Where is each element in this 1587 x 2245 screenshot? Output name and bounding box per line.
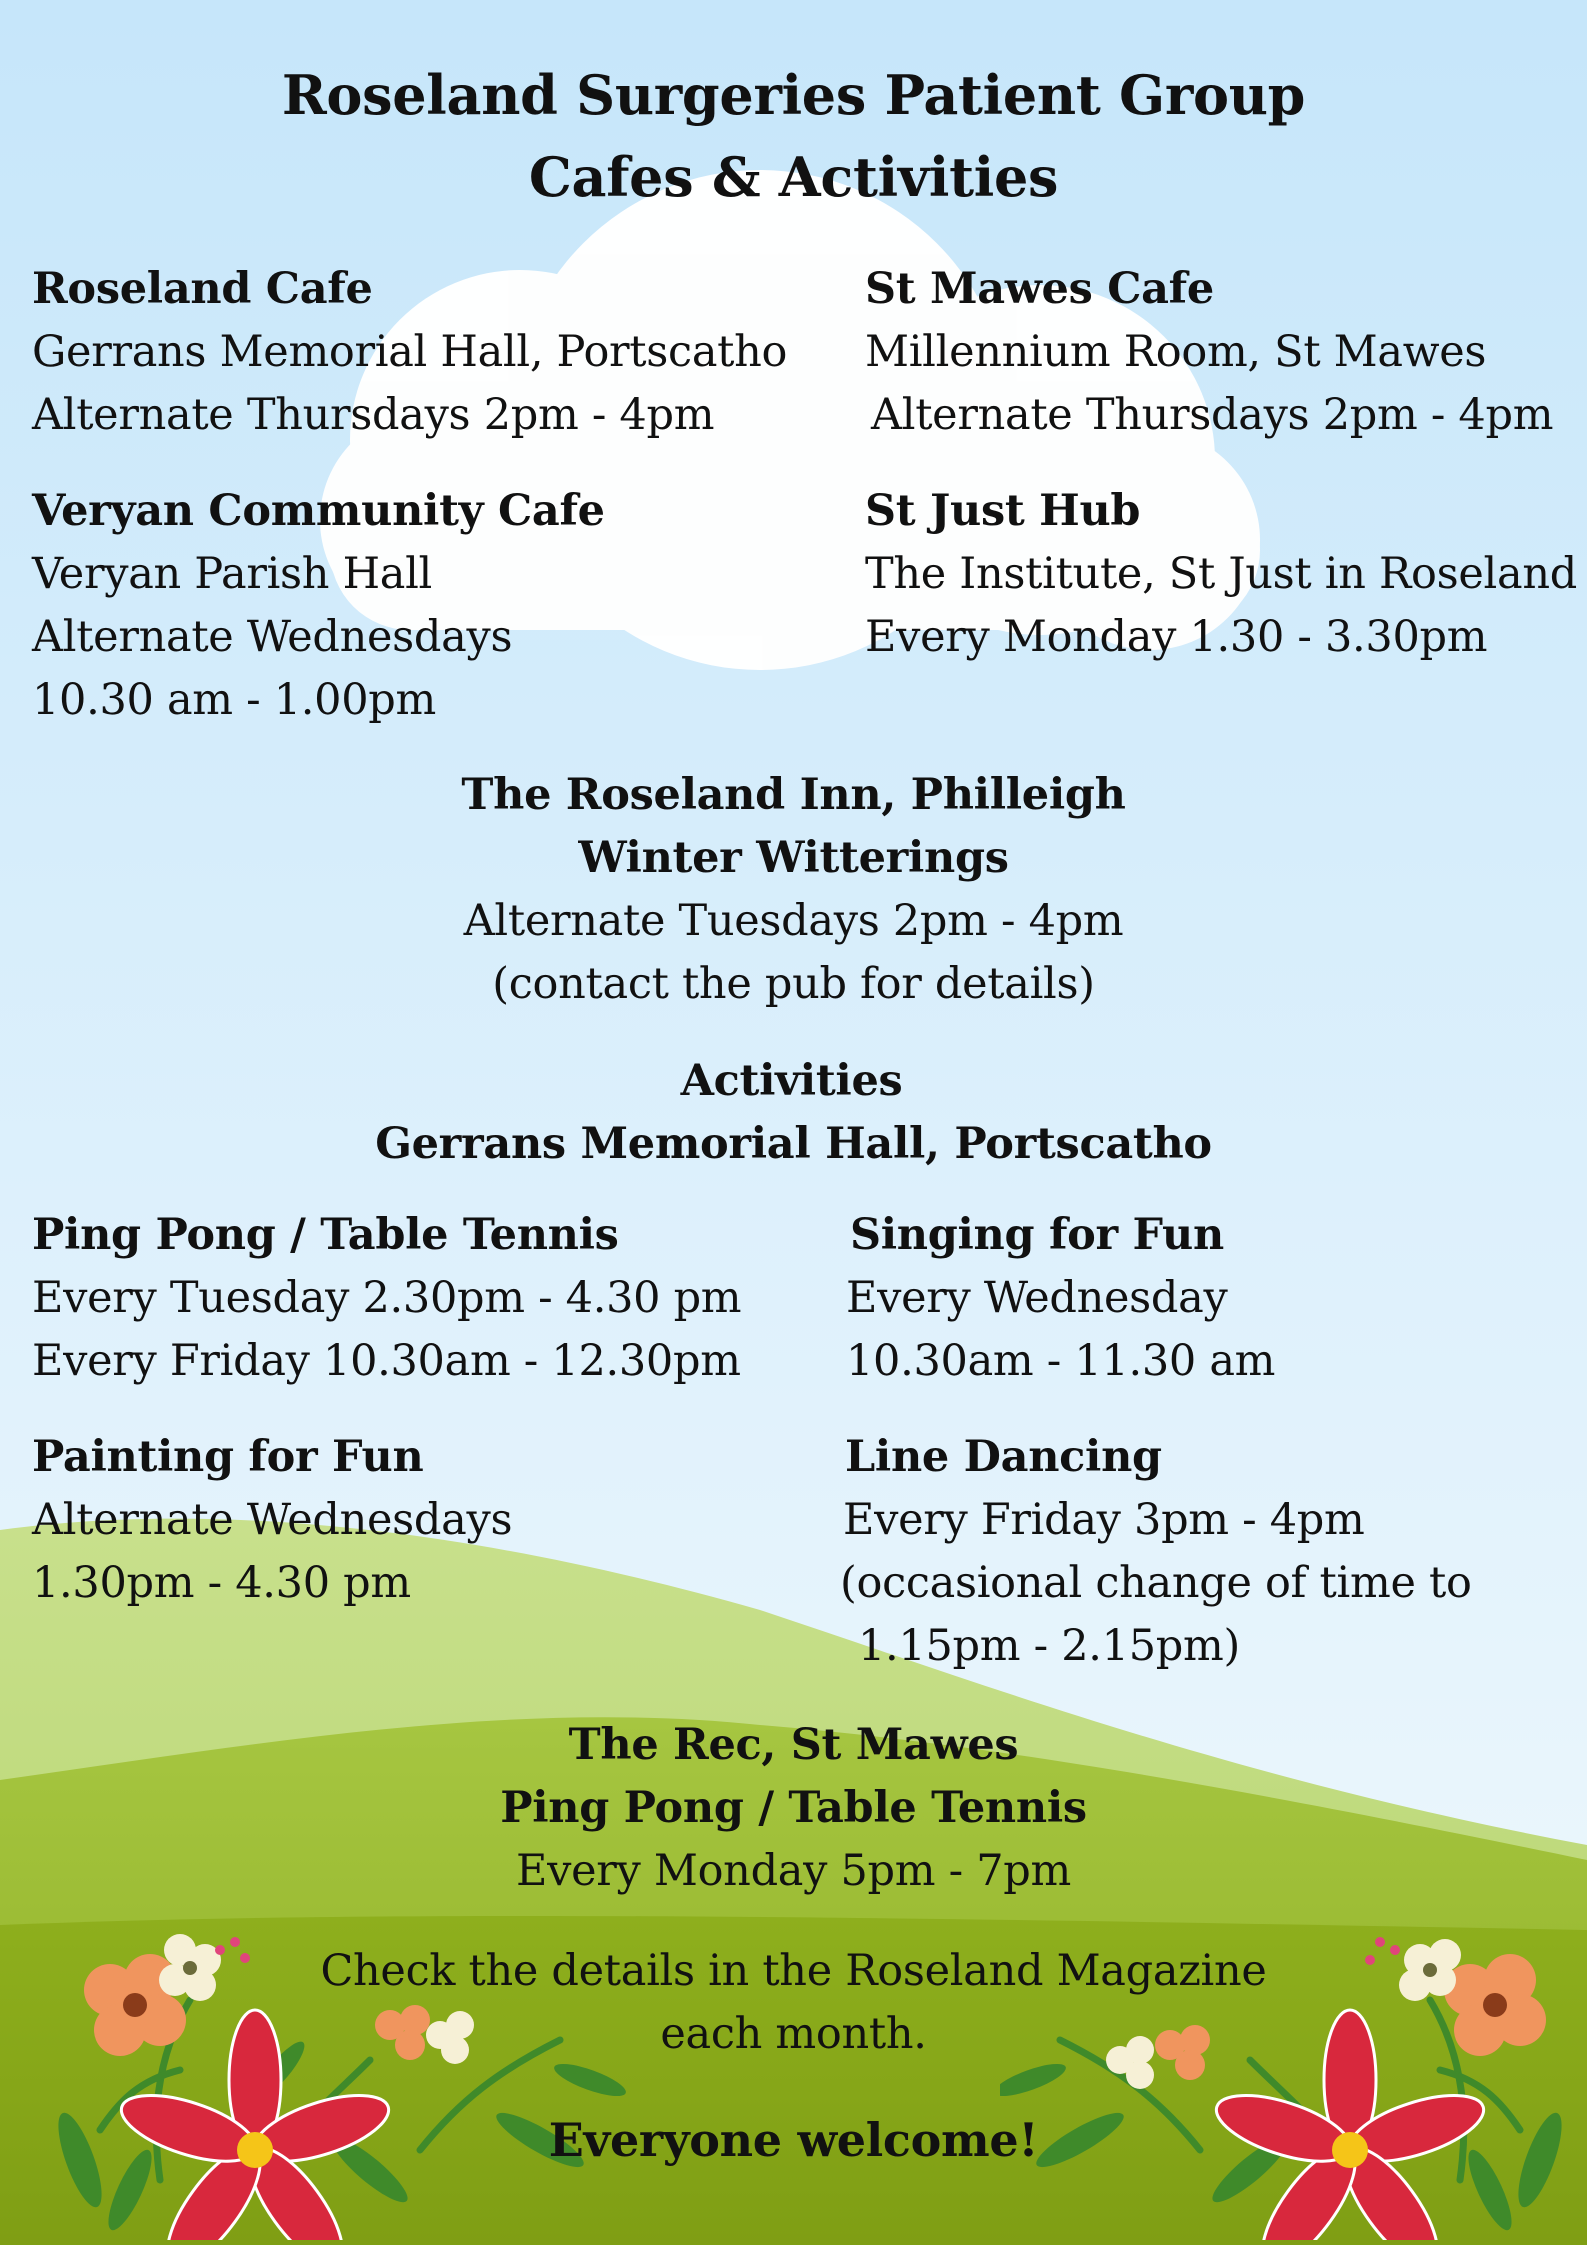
page-title-line-1: Roseland Surgeries Patient Group [281, 63, 1306, 127]
cafe-st-mawes-time: Alternate Thursdays 2pm - 4pm [871, 390, 1554, 440]
inn-event: Winter Witterings [578, 833, 1009, 883]
cafe-roseland-name: Roseland Cafe [32, 264, 373, 314]
page-title-line-2: Cafes & Activities [528, 145, 1059, 209]
activity-line-dancing-name: Line Dancing [845, 1432, 1162, 1482]
activity-singing-day: Every Wednesday [846, 1273, 1228, 1323]
cafe-veryan-time: 10.30 am - 1.00pm [32, 675, 436, 725]
activity-painting-time: 1.30pm - 4.30 pm [32, 1558, 411, 1608]
inn-name: The Roseland Inn, Philleigh [461, 770, 1126, 820]
activity-line-dancing-time: Every Friday 3pm - 4pm [843, 1495, 1365, 1545]
rec-activity: Ping Pong / Table Tennis [500, 1783, 1087, 1833]
cafe-veryan-days: Alternate Wednesdays [32, 612, 513, 662]
cafe-veryan-name: Veryan Community Cafe [32, 486, 605, 536]
cafe-roseland-time: Alternate Thursdays 2pm - 4pm [32, 390, 715, 440]
activity-ping-pong-friday: Every Friday 10.30am - 12.30pm [32, 1336, 741, 1386]
activity-ping-pong-name: Ping Pong / Table Tennis [32, 1210, 619, 1260]
inn-time: Alternate Tuesdays 2pm - 4pm [463, 896, 1124, 946]
activities-heading: Activities [680, 1056, 903, 1106]
inn-note: (contact the pub for details) [492, 959, 1095, 1009]
cafe-st-mawes-name: St Mawes Cafe [865, 264, 1214, 314]
rec-time: Every Monday 5pm - 7pm [516, 1846, 1071, 1896]
footer-welcome: Everyone welcome! [548, 2113, 1039, 2167]
activity-line-dancing-note: (occasional change of time to [840, 1558, 1472, 1608]
cafe-st-just-time: Every Monday 1.30 - 3.30pm [865, 612, 1488, 662]
rec-venue: The Rec, St Mawes [568, 1720, 1019, 1770]
cafe-veryan-venue: Veryan Parish Hall [32, 549, 433, 599]
activities-venue: Gerrans Memorial Hall, Portscatho [375, 1119, 1212, 1169]
footer-check-line-1: Check the details in the Roseland Magazine [320, 1946, 1267, 1996]
cafe-st-just-name: St Just Hub [865, 486, 1141, 536]
footer-check-line-2: each month. [660, 2009, 927, 2059]
cafe-roseland-venue: Gerrans Memorial Hall, Portscatho [32, 327, 788, 377]
activity-painting-days: Alternate Wednesdays [32, 1495, 513, 1545]
activity-painting-name: Painting for Fun [32, 1432, 424, 1482]
activity-singing-time: 10.30am - 11.30 am [846, 1336, 1276, 1386]
cafe-st-mawes-venue: Millennium Room, St Mawes [865, 327, 1487, 377]
cafe-st-just-venue: The Institute, St Just in Roseland [865, 549, 1577, 599]
activity-ping-pong-tuesday: Every Tuesday 2.30pm - 4.30 pm [32, 1273, 742, 1323]
activity-line-dancing-alt-time: 1.15pm - 2.15pm) [858, 1621, 1240, 1671]
activity-singing-name: Singing for Fun [850, 1210, 1224, 1260]
